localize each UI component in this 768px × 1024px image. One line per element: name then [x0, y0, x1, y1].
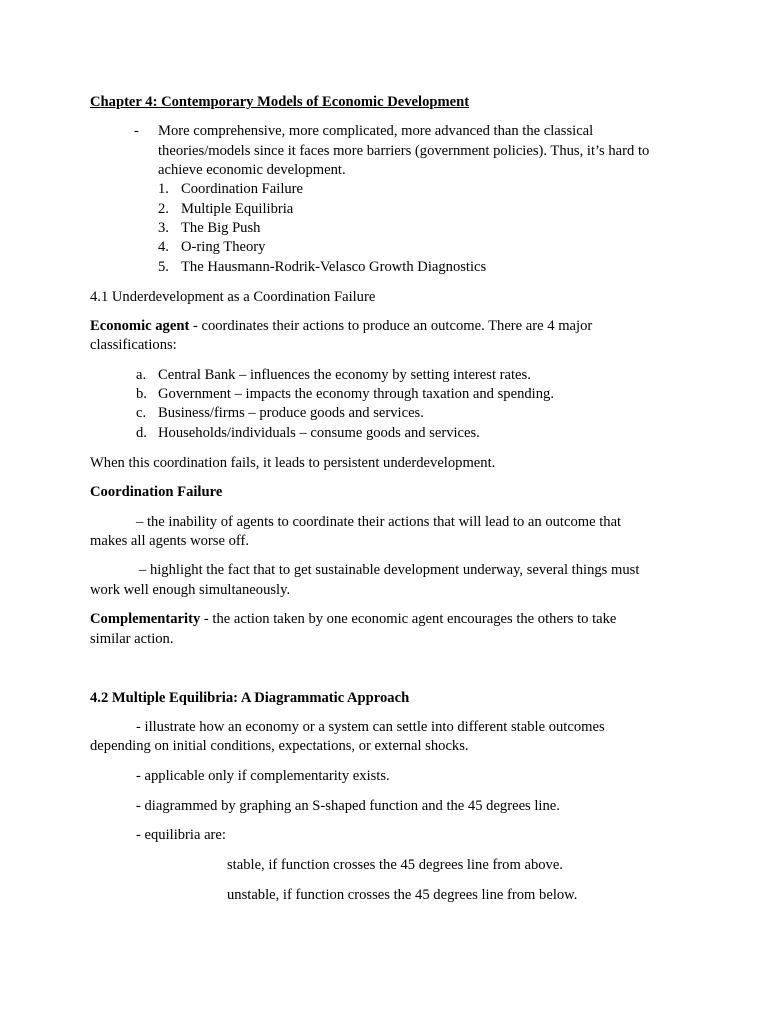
list-number: 2.	[158, 201, 169, 217]
section-4-2-heading: 4.2 Multiple Equilibria: A Diagrammatic Approach	[90, 690, 410, 706]
list-letter: b.	[136, 386, 147, 402]
list-text: Central Bank – influences the economy by setting interest rates.	[158, 367, 531, 383]
bullet-marker: -	[134, 123, 139, 139]
complementarity-text: - the action taken by one economic agent encourages the others to take	[200, 611, 617, 627]
bullet-line: More comprehensive, more complicated, more advanced than the classical	[158, 123, 594, 139]
list-letter: d.	[136, 425, 147, 441]
list-text: The Big Push	[181, 220, 261, 236]
complementarity-continuation: similar action.	[90, 631, 174, 647]
coordination-failure-paragraph: – highlight the fact that to get sustainable development underway, several things must	[139, 562, 640, 578]
coordination-failure-paragraph: – the inability of agents to coordinate their actions that will lead to an outcome that	[136, 514, 622, 530]
coordination-failure-paragraph: work well enough simultaneously.	[90, 582, 291, 598]
list-text: Coordination Failure	[181, 181, 304, 197]
complementarity-definition	[90, 610, 616, 629]
unstable-equilibrium-line: unstable, if function crosses the 45 degrees line from below.	[227, 887, 578, 903]
economic-agent-definition	[90, 317, 592, 336]
list-letter: c.	[136, 405, 147, 421]
bullet-line: achieve economic development.	[158, 162, 346, 178]
list-number: 3.	[158, 220, 169, 236]
section-4-2-paragraph: - illustrate how an economy or a system can settle into different stable outcomes	[136, 719, 605, 735]
list-letter: a.	[136, 367, 147, 383]
section-4-2-paragraph: depending on initial conditions, expectations, or external shocks.	[90, 738, 469, 754]
section-4-2-paragraph: - equilibria are:	[136, 827, 226, 843]
list-number: 4.	[158, 239, 169, 255]
coordination-failure-heading: Coordination Failure	[90, 484, 223, 500]
list-number: 5.	[158, 259, 169, 275]
stable-equilibrium-line: stable, if function crosses the 45 degrees line from above.	[227, 857, 563, 873]
economic-agent-continuation: classifications:	[90, 337, 177, 353]
list-text: Multiple Equilibria	[181, 201, 294, 217]
economic-agent-term: Economic agent	[90, 318, 190, 334]
section-4-2-paragraph: - applicable only if complementarity exists.	[136, 768, 390, 784]
complementarity-term: Complementarity	[90, 611, 201, 627]
coordination-fails-sentence: When this coordination fails, it leads to persistent underdevelopment.	[90, 455, 496, 471]
section-4-1-heading: 4.1 Underdevelopment as a Coordination Failure	[90, 289, 376, 305]
list-text: Government – impacts the economy through taxation and spending.	[158, 386, 554, 402]
page-title: Chapter 4: Contemporary Models of Economic Development	[90, 94, 470, 110]
list-number: 1.	[158, 181, 169, 197]
list-text: The Hausmann-Rodrik-Velasco Growth Diagnostics	[181, 259, 487, 275]
list-text: Households/individuals – consume goods and services.	[158, 425, 480, 441]
coordination-failure-paragraph: makes all agents worse off.	[90, 533, 249, 549]
list-text: Business/firms – produce goods and services.	[158, 405, 424, 421]
section-4-2-paragraph: - diagrammed by graphing an S-shaped function and the 45 degrees line.	[136, 798, 560, 814]
bullet-line: theories/models since it faces more barriers (government policies). Thus, it’s hard to	[158, 143, 650, 159]
economic-agent-text: - coordinates their actions to produce an outcome. There are 4 major	[189, 318, 593, 334]
list-text: O-ring Theory	[181, 239, 266, 255]
